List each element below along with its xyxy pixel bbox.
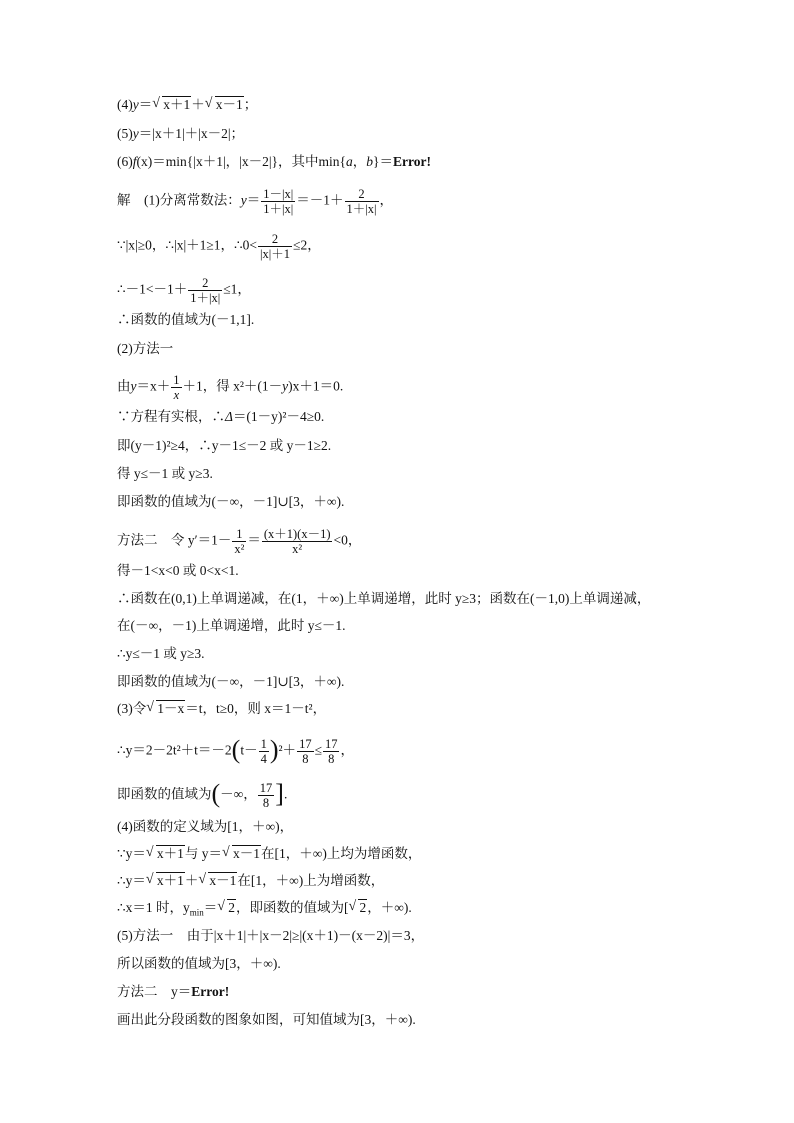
line-m2 [117,373,343,402]
radicand: 2 [228,900,235,915]
fraction [259,737,269,766]
line-m4 [117,437,331,455]
text: (5)方法一 由于|x＋1|＋|x－2|≥|(x＋1)－(x－2)|＝3， [117,928,425,943]
line-r4 [117,899,412,922]
text: 解 (1)分离常数法： [117,192,241,208]
line-item-5 [117,125,244,143]
sqrt [206,96,244,114]
line-a4 [117,1011,416,1029]
line-item-4 [117,96,257,114]
text: 得－1<x<0 或 0<x<1. [117,563,239,578]
line-s3 [117,778,288,810]
text: t－ [240,742,258,758]
line-a3 [117,983,229,1001]
error-text: Error! [393,154,431,169]
text: (x)＝min{|x＋1|，|x－2|}，其中min{ [136,154,347,169]
line-s1 [117,700,326,718]
text: ＝|x＋1|＋|x－2|； [138,126,245,141]
sqrt [199,872,237,890]
numerator: 1 [260,737,267,751]
fraction [262,527,333,556]
text: ∵|x|≥0，∴|x|＋1≥1，∴0< [117,237,258,253]
radicand: x＋1 [156,846,184,861]
denominator: 8 [302,752,309,766]
numerator: 2 [345,187,379,202]
text: 得 y≤－1 或 y≥3. [117,466,213,481]
text: y [132,97,139,112]
bracket: ] [275,778,284,808]
line-f5 [117,645,205,663]
numerator: 17 [259,781,273,795]
text: <0， [333,532,362,548]
text: ∴x＝1 时，y [117,900,190,915]
text: ＋ [184,873,199,888]
line-r2 [117,845,421,863]
numerator: 1 [173,373,180,387]
text: ＋ [191,97,205,112]
text: ∵方程有实根，∴ [117,409,225,424]
sqrt [147,700,185,718]
numerator: 2 [258,232,292,247]
fraction [232,527,246,556]
fraction [345,187,379,216]
bracket: ) [269,734,279,764]
radicand: x－1 [232,846,260,861]
text: (4) [117,97,133,112]
text: )x＋1＝0. [288,378,344,394]
numerator: 17 [299,737,312,751]
text: ＋1，得 x²＋(1－ [182,378,283,394]
fraction [323,737,340,766]
line-f2 [117,562,239,580]
text: Δ [225,409,233,424]
fraction [261,187,295,216]
text: 由 [117,378,131,394]
error-text: Error! [191,984,230,999]
denominator: x² [292,542,303,556]
line-m3 [117,408,324,426]
text: ＝(1－y)²－4≥0. [232,409,325,424]
numerator: (x＋1)(x－1) [263,527,331,541]
text: ∴函数的值域为(－1,1]. [117,312,255,327]
numerator: 2 [188,276,222,291]
denominator: 8 [262,796,270,810]
line-r1 [117,818,293,836]
denominator: x [173,388,180,402]
radicand: x＋1 [156,873,184,888]
denominator: 1＋|x| [346,202,377,216]
text: ＝x＋ [136,378,171,394]
text: ≤1， [223,281,251,297]
text: ＝－1＋ [296,192,344,208]
line-b2 [117,276,251,305]
text: ＝ [247,532,261,548]
text: ≤ [314,742,322,758]
text: ∴－1<－1＋ [117,281,188,297]
line-f1 [117,527,361,556]
text: ， [340,742,354,758]
text: ； [243,97,258,112]
denominator: 8 [328,752,335,766]
text: 在(－∞，－1)上单调递增，此时 y≤－1. [117,618,346,633]
text: ＝ [203,900,218,915]
radicand: 2 [359,900,367,915]
text: y [132,126,139,141]
line-a2 [117,955,281,973]
sqrt [153,96,191,114]
text: y [240,192,247,208]
line-item-6 [117,153,431,171]
text: 方法二 令 y′＝1－ [117,532,232,548]
text: }＝ [373,154,393,169]
text: ， [352,154,367,169]
text: ∴y＝2－2t²＋t＝－2 [117,742,232,758]
text: 即函数的值域为(－∞，－1]∪[3，＋∞). [117,494,345,509]
numerator: 1 [232,527,246,542]
text: 在[1，＋∞)上均为增函数， [260,846,422,861]
text: ＝ [138,97,153,112]
text: 画出此分段函数的图象如图，可知值域为[3，＋∞). [117,1012,416,1027]
text: 即函数的值域为 [117,786,212,802]
fraction [188,276,222,305]
line-m1 [117,340,173,358]
text: (3)令 [117,701,147,716]
line-m6 [117,493,344,511]
denominator: 1＋|x| [263,202,294,216]
line-f6 [117,673,344,691]
numerator: 17 [324,737,338,751]
text: ²＋ [278,742,297,758]
text: ∴y＝ [117,873,146,888]
radicand: 1－x [157,701,185,716]
radicand: x－1 [209,873,237,888]
text: a [346,154,353,169]
text: (6) [117,154,133,169]
line-a1 [117,927,424,945]
text: ， [379,192,394,208]
denominator: x² [234,542,245,556]
radicand: x＋1 [163,97,191,112]
sqrt [223,845,261,863]
radicand: x－1 [215,97,243,112]
text: －∞， [220,786,257,802]
line-b1 [117,232,321,261]
fraction [258,781,275,810]
line-s2 [117,734,354,766]
text: (2)方法一 [117,341,174,356]
text: ＝t，t≥0，则 x＝1－t²， [185,701,327,716]
numerator: 1－|x| [263,187,294,201]
text: ∴y≤－1 或 y≥3. [117,646,205,661]
text: ，即函数的值域为[ [235,900,349,915]
sqrt [147,845,185,863]
text: b [366,154,374,169]
text: . [283,786,288,802]
line-r3 [117,872,384,890]
text: 即(y－1)²≥4，∴y－1≤－2 或 y－1≥2. [117,438,332,453]
subscript: min [189,907,204,918]
text: ∵y＝ [117,846,146,861]
bracket: ( [231,734,241,764]
text: 方法二 y＝ [117,984,192,999]
text: ＝ [246,192,261,208]
sqrt [349,899,367,917]
text: 即函数的值域为(－∞，－1]∪[3，＋∞). [117,674,345,689]
denominator: 1＋|x| [190,291,221,305]
denominator: 4 [260,752,267,766]
text: 所以函数的值域为[3，＋∞). [117,956,281,971]
text: ，＋∞). [367,900,412,915]
text: ∴函数在(0,1)上单调递减，在(1，＋∞)上单调递增，此时 y≥3；函数在(－1,0)上单调递减， [117,591,651,606]
fraction [258,232,292,261]
text: y [282,378,289,394]
line-f4 [117,617,346,635]
solution-line-1 [117,187,393,216]
bracket: ( [211,778,221,808]
line-f3 [117,590,650,608]
sqrt [218,899,236,917]
sqrt [147,872,185,890]
text: ≤2， [293,237,321,253]
denominator: |x|＋1 [260,247,291,261]
fraction [171,373,181,402]
text: (4)函数的定义域为[1，＋∞)， [117,819,294,834]
text: 与 y＝ [184,846,222,861]
text: (5) [117,126,133,141]
fraction [297,737,314,766]
line-b3 [117,311,254,329]
text: f [132,154,137,169]
line-m5 [117,465,213,483]
text: 在[1，＋∞)上为增函数， [237,873,385,888]
text: y [130,378,137,394]
